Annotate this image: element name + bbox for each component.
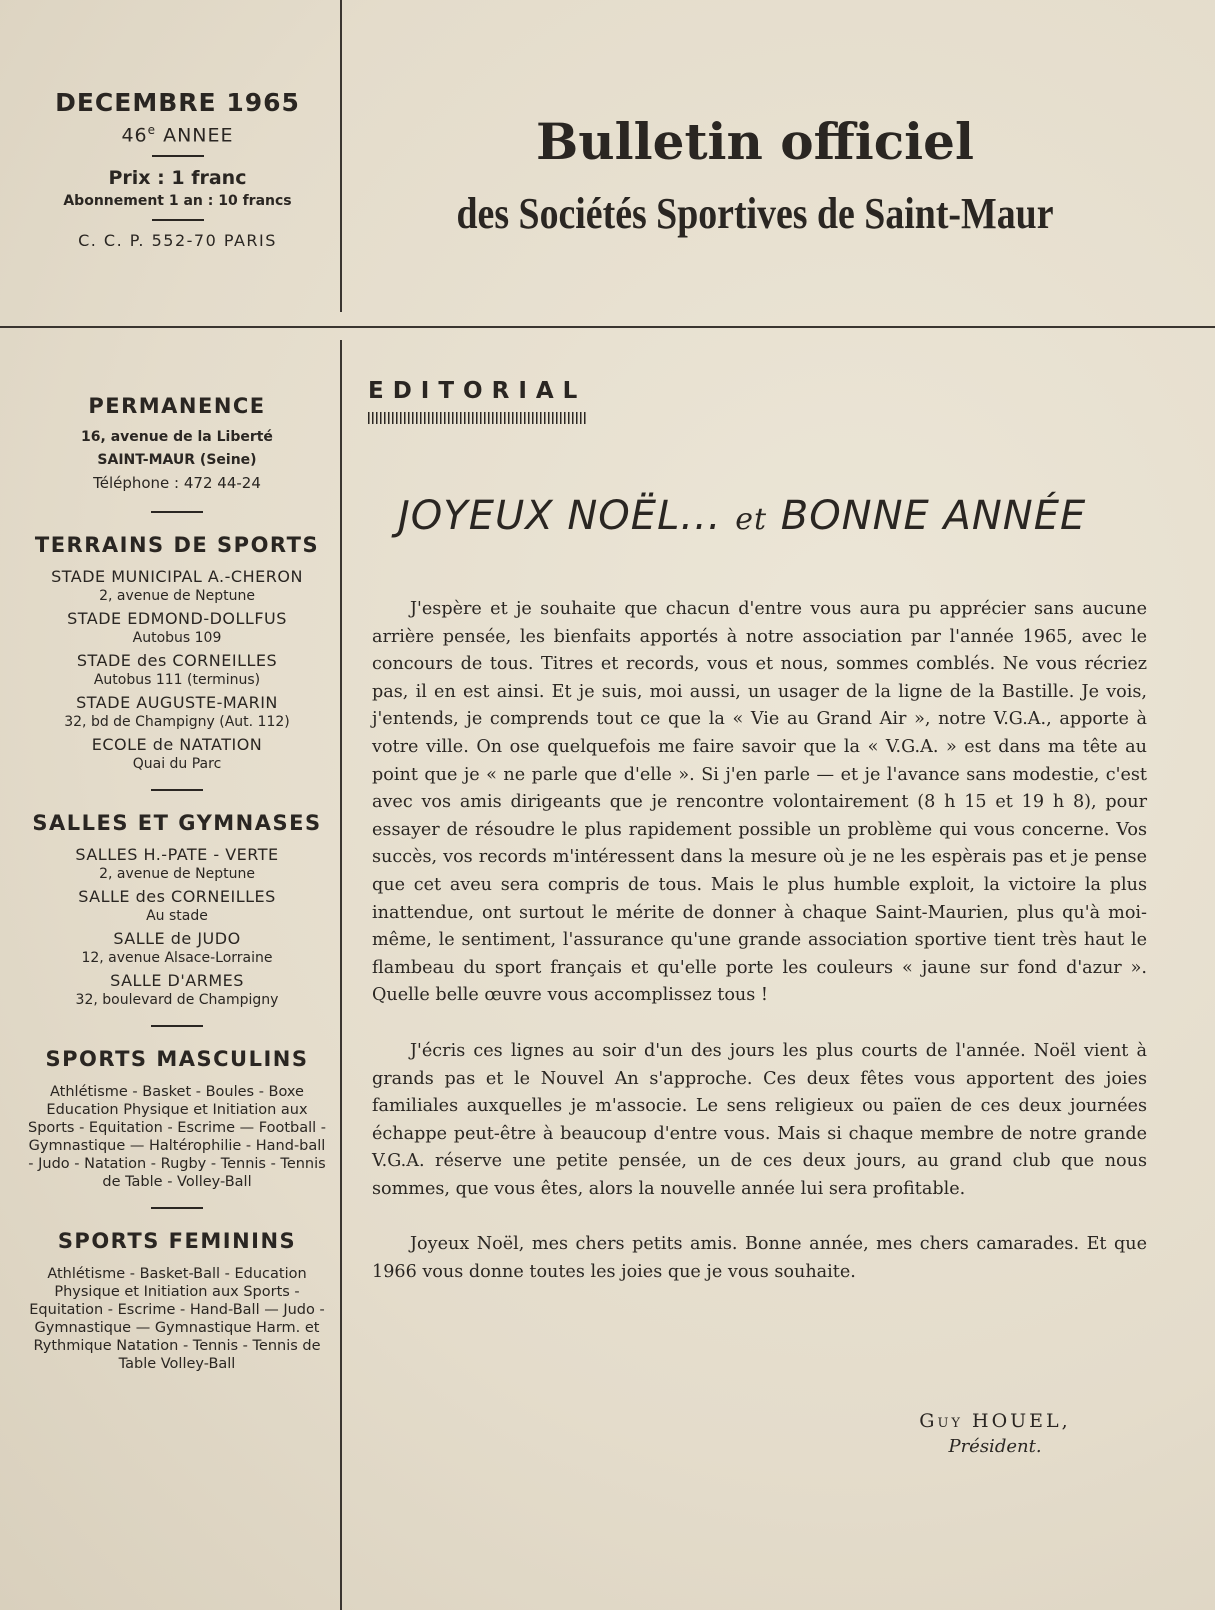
venue-detail: Autobus 109 [132,630,222,646]
masthead-divider-horizontal [0,326,1215,328]
permanence-city: SAINT-MAUR (Seine) [97,452,257,468]
editorial-body [372,596,1147,1315]
venue-detail: 2, avenue de Neptune [99,866,255,882]
sports-masculins-heading: SPORTS MASCULINS [45,1047,309,1071]
editorial-underline-bars [368,412,586,424]
venue-name: SALLE des CORNEILLES [78,887,276,906]
editorial-paragraph: J'écris ces lignes au soir d'un des jours les plus courts de l'année. Noël vient à grands pas et le Nouvel An s'approche. Ces deux fêtes vous apportent des joies familiales auxquelles je m'associe. Le sens religieux ou païen de ces deux journées échappe peut-être à beaucoup d'entre vous. Mais si chaque membre de notre grande V.G.A. réserve une petite pensée, un de ces deux jours, au grand club que nous sommes, que vous êtes, alors la nouvelle année lui sera profitable. [372,1040,1147,1199]
issue-date: DECEMBRE 1965 [55,88,300,117]
divider-dash [151,1207,203,1209]
holiday-greeting [398,492,1118,544]
greeting-noel: JOYEUX NOËL... [398,493,722,539]
greeting-et: et [735,502,768,537]
sports-feminins-list: Athlétisme - Basket-Ball - Education Physique et Initiation aux Sports - Equitation - Escrime - Hand-Ball — Judo - Gymnastique — Gymnastique Harm. et Rythmique Natation - Tennis - Tennis de Table Volley-Ball [29,1266,325,1372]
issue-year-word: ANNEE [163,124,234,147]
venue-name: ECOLE de NATATION [91,735,263,754]
sports-feminins-section [24,1227,330,1373]
venue-detail: 12, avenue Alsace-Lorraine [81,950,273,966]
venue-name: SALLES H.-PATE - VERTE [75,845,279,864]
ccp-account: C. C. P. 552-70 PARIS [78,231,277,251]
editorial-label: EDITORIAL [368,378,587,404]
terrains-heading: TERRAINS DE SPORTS [34,533,320,557]
issue-year [30,118,325,147]
bulletin-subtitle: des Sociétés Sportives de Saint-Maur [456,189,1054,238]
venue-name: SALLE D'ARMES [110,971,244,990]
issue-price: Prix : 1 franc [108,167,247,190]
column-divider-vertical [340,340,342,1610]
permanence-section [24,392,330,495]
divider-dash [151,511,203,513]
salles-section [24,809,330,1009]
divider-dash [151,789,203,791]
divider-dash [152,219,204,221]
venue-name: STADE MUNICIPAL A.-CHERON [51,567,303,586]
venue-detail: 32, boulevard de Champigny [75,992,279,1008]
subscription-price: Abonnement 1 an : 10 francs [63,193,292,210]
terrains-section [24,531,330,773]
venue-detail: Quai du Parc [132,756,222,772]
permanence-phone: Téléphone : 472 44-24 [93,474,261,492]
sports-feminins-heading: SPORTS FEMININS [57,1229,297,1253]
divider-dash [152,155,204,157]
venue-name: STADE des CORNEILLES [76,651,278,670]
editorial-paragraph: J'espère et je souhaite que chacun d'entre vous aura pu apprécier sans aucune arrière pensée, les bienfaits apportés à notre association par l'année 1965, avec le concours de tous. Titres et records, vous et nous, sommes comblés. Ne vous récriez pas, il en est ainsi. Et je suis, moi aussi, un usager de la ligne de la Bastille. Je vois, j'entends, je comprends tout ce que la « Vie au Grand Air », notre V.G.A., apporte à votre ville. On ose quelquefois me faire savoir que la « V.G.A. » est dans ma tête au point que je « ne parle que d'elle ». Si j'en parle — et je l'avance sans modestie, c'est avec vos amis dirigeants que je rencontre volontairement (8 h 15 et 19 h 8), pour essayer de résoudre le plus rapidement possible un problème qui vous concerne. Vos succès, vos records m'intéressent dans la mesure où je ne les espèrais pas et je pense que cet aveu sera compris de tous. Mais le plus humble exploit, la victoire la plus inattendue, ont surtout le mérite de donner à chaque Saint-Maurien, plus qu'à moi-même, le sentiment, l'assurance qu'une grande association sportive tient très haut le flambeau du sport français et qu'elle porte les couleurs « jaune sur fond d'azur ». Quelle belle œuvre vous accomplissez tous ! [372,599,1147,1006]
sports-masculins-list: Athlétisme - Basket - Boules - Boxe Education Physique et Initiation aux Sports - Equitation - Escrime — Football - Gymnastique — Haltérophilie - Hand-ball - Judo - Natation - Rugby - Tennis - Tennis de Table - Volley-Ball [28,1084,326,1190]
venue-name: STADE AUGUSTE-MARIN [76,693,278,712]
issue-year-suffix: e [147,123,157,137]
salles-heading: SALLES ET GYMNASES [32,811,322,835]
signature-title: Président. [948,1436,1042,1457]
issue-info [30,88,325,253]
signature-name: Guy HOUEL, [919,1410,1071,1432]
venue-name: STADE EDMOND-DOLLFUS [67,609,287,628]
divider-dash [151,1025,203,1027]
venue-detail: 2, avenue de Neptune [99,588,255,604]
permanence-heading: PERMANENCE [88,394,266,418]
venue-detail: Au stade [146,908,208,924]
sidebar [24,392,330,1373]
signature-block [880,1408,1110,1460]
bulletin-title: Bulletin officiel [536,112,974,171]
sports-masculins-section [24,1045,330,1191]
venue-detail: Autobus 111 (terminus) [93,672,261,688]
masthead-divider-vertical [340,0,342,312]
editorial-paragraph: Joyeux Noël, mes chers petits amis. Bonne année, mes chers camarades. Et que 1966 vous donne toutes les joies que je vous souhaite. [372,1234,1147,1283]
venue-name: SALLE de JUDO [113,929,241,948]
venue-detail: 32, bd de Champigny (Aut. 112) [64,714,290,730]
masthead-title-block [360,112,1150,242]
greeting-annee: BONNE ANNÉE [780,493,1087,539]
permanence-address: 16, avenue de la Liberté [81,429,273,445]
issue-year-number: 46 [121,124,148,147]
